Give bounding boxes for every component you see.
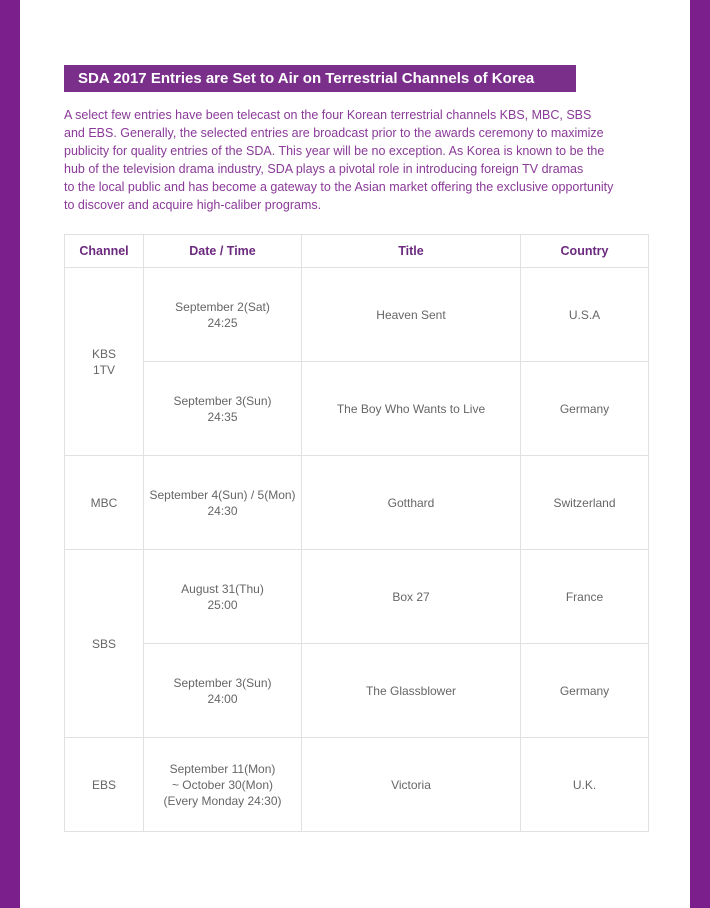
table-row (65, 362, 649, 456)
channel-name: EBS (91, 777, 116, 792)
table-row (65, 550, 649, 644)
title-cell: Box 27 (302, 550, 521, 644)
table-row (65, 456, 649, 550)
datetime-cell (144, 738, 302, 832)
section-heading: SDA 2017 Entries are Set to Air on Terrestrial Channels of Korea (64, 65, 576, 92)
country-cell: Switzerland (521, 456, 649, 550)
channel-name: MBC (90, 495, 118, 510)
time-text: 24:35 (207, 409, 238, 424)
datetime-cell (144, 550, 302, 644)
time-text: (Every Monday 24:30) (163, 793, 282, 808)
title-cell: The Boy Who Wants to Live (302, 362, 521, 456)
intro-line: to the local public and has become a gateway to the Asian market offering the exclusive opportunity (64, 180, 614, 194)
date-text: September 3(Sun) (173, 393, 272, 408)
intro-line: and EBS. Generally, the selected entries are broadcast prior to the awards ceremony to maximize (64, 126, 604, 140)
channel-name: SBS (91, 636, 116, 651)
country-cell: Germany (521, 644, 649, 738)
channel-cell-mbc (65, 456, 144, 550)
country-cell: U.K. (521, 738, 649, 832)
datetime-cell (144, 268, 302, 362)
left-purple-border (0, 0, 20, 908)
header-datetime: Date / Time (144, 235, 302, 268)
broadcast-schedule-table (64, 234, 649, 832)
time-text: 25:00 (207, 597, 238, 612)
datetime-cell (144, 644, 302, 738)
intro-line: to discover and acquire high-caliber programs. (64, 198, 322, 212)
datetime-cell (144, 362, 302, 456)
time-text: 24:00 (207, 691, 238, 706)
time-text: 24:30 (207, 503, 238, 518)
channel-cell-ebs (65, 738, 144, 832)
time-text: 24:25 (207, 315, 238, 330)
date-text: September 4(Sun) / 5(Mon) (149, 487, 296, 502)
table-header-row (65, 235, 649, 268)
header-channel: Channel (65, 235, 144, 268)
title-cell: Gotthard (302, 456, 521, 550)
title-cell: Heaven Sent (302, 268, 521, 362)
date-text: ~ October 30(Mon) (171, 777, 274, 792)
table-row (65, 644, 649, 738)
intro-line: hub of the television drama industry, SDA plays a pivotal role in introducing foreign TV dramas (64, 162, 584, 176)
intro-paragraph (64, 106, 664, 214)
datetime-cell (144, 456, 302, 550)
country-cell: Germany (521, 362, 649, 456)
title-cell: Victoria (302, 738, 521, 832)
title-cell: The Glassblower (302, 644, 521, 738)
header-country: Country (521, 235, 649, 268)
country-cell: U.S.A (521, 268, 649, 362)
channel-cell-sbs (65, 550, 144, 738)
channel-name: 1TV (92, 362, 115, 377)
channel-name: KBS (91, 346, 116, 361)
date-text: August 31(Thu) (181, 581, 264, 596)
header-title: Title (302, 235, 521, 268)
date-text: September 3(Sun) (173, 675, 272, 690)
date-text: September 2(Sat) (175, 299, 270, 314)
channel-cell-kbs (65, 268, 144, 456)
date-text: September 11(Mon) (169, 761, 276, 776)
table-row (65, 738, 649, 832)
intro-line: publicity for quality entries of the SDA. This year will be no exception. As Korea is known to be the (64, 144, 605, 158)
country-cell: France (521, 550, 649, 644)
table-row (65, 268, 649, 362)
right-purple-border (690, 0, 710, 908)
intro-line: A select few entries have been telecast on the four Korean terrestrial channels KBS, MBC, SBS (64, 108, 592, 122)
